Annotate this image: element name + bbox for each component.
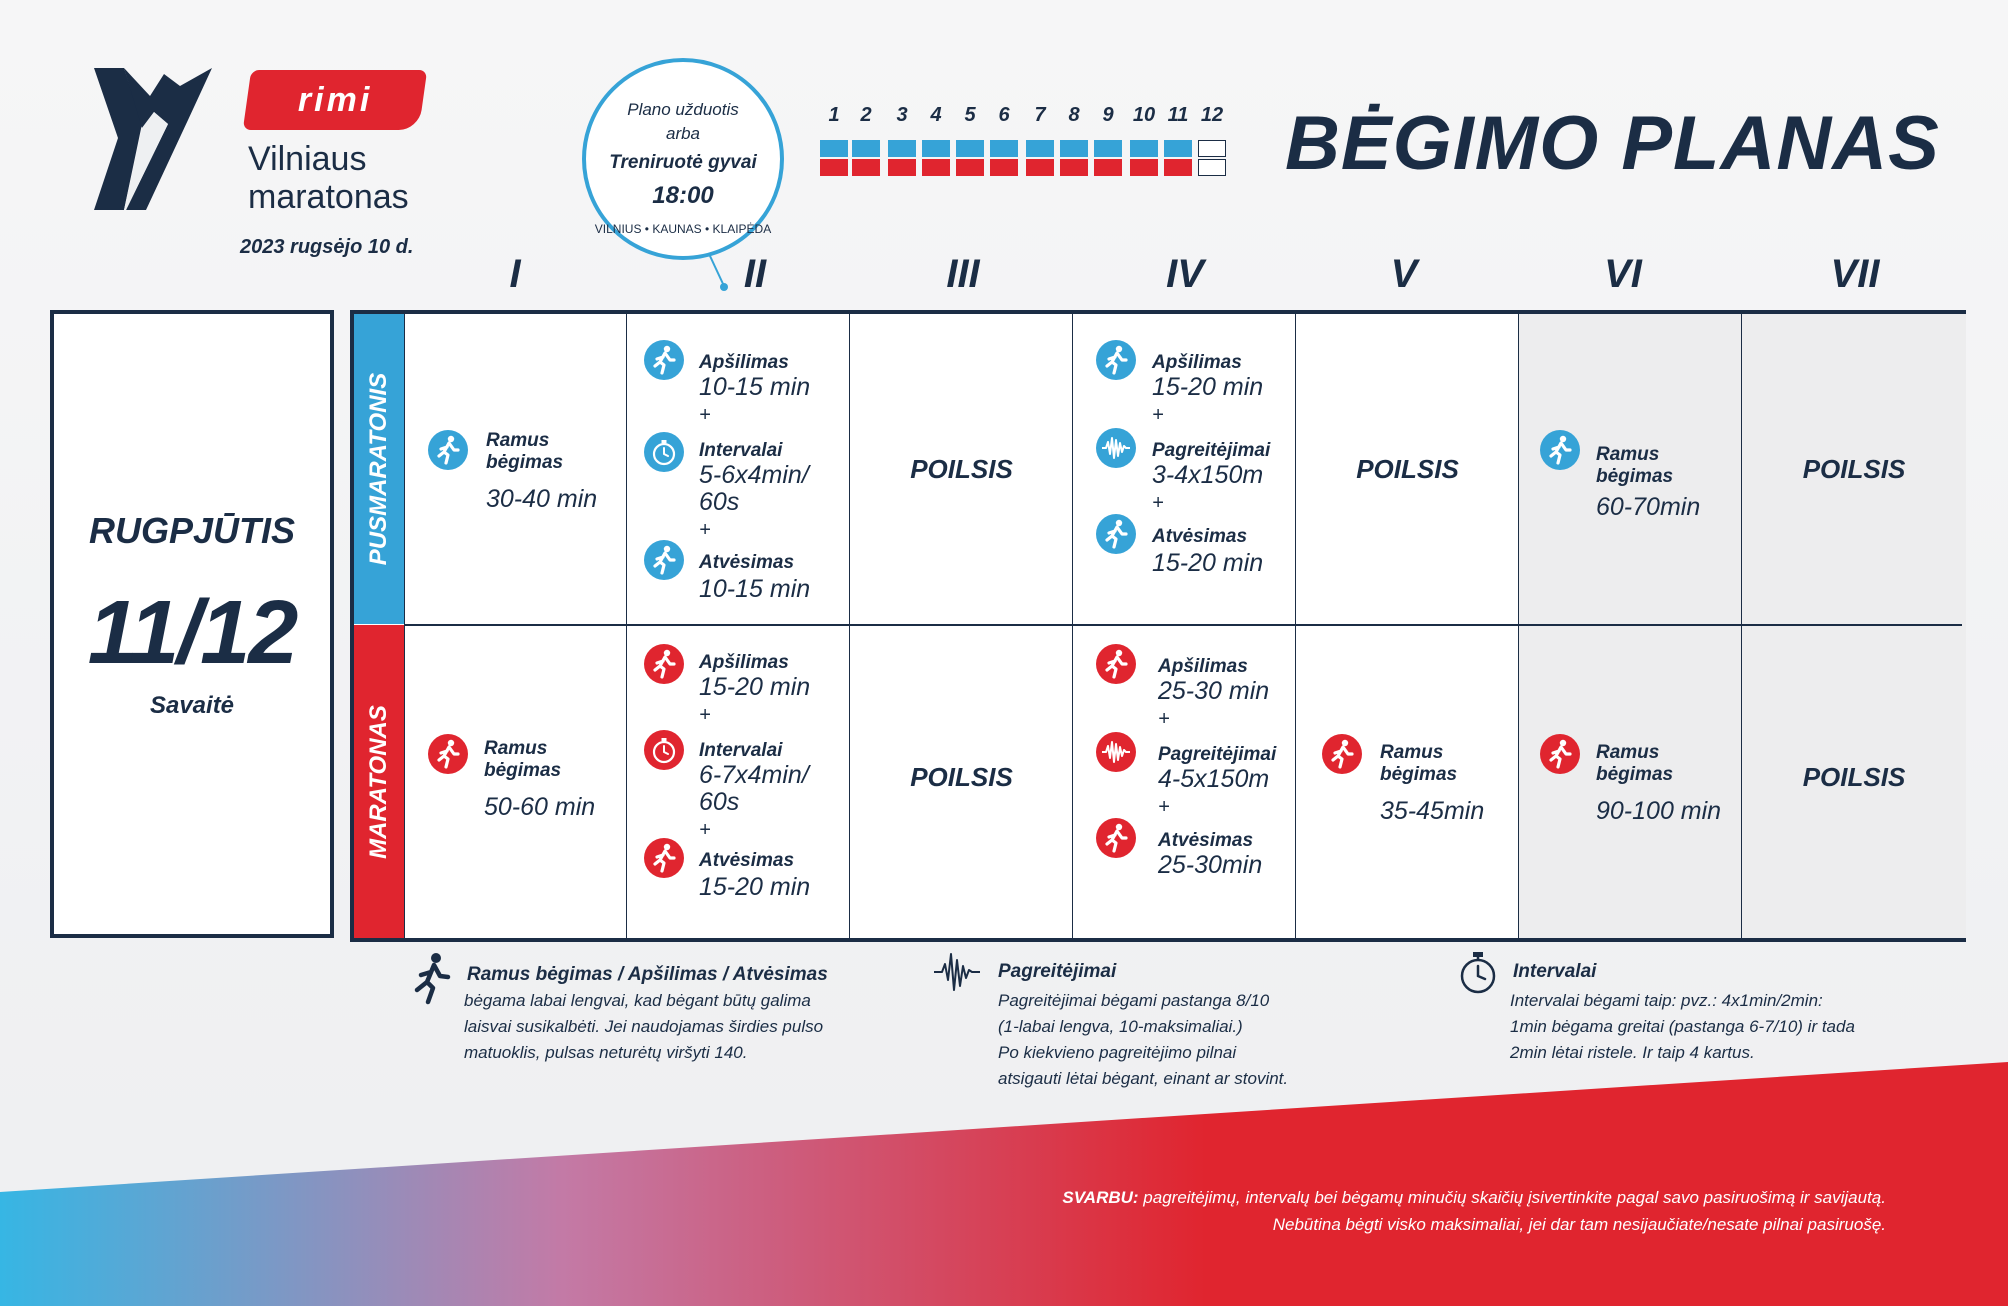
runner-icon (428, 430, 468, 470)
week-number-label: 12 (1200, 104, 1224, 126)
circle-line2: arba (665, 124, 701, 143)
week-progress-box (990, 140, 1018, 176)
circle-line1: Plano užduotis (627, 100, 739, 119)
week-number-label: 5 (964, 104, 976, 126)
rimi-logo-text: rimi (297, 80, 373, 119)
plus-sign: + (699, 704, 711, 726)
circle-time: 18:00 (652, 182, 714, 209)
plus-sign: + (1158, 796, 1170, 818)
column-1 (404, 314, 627, 938)
full-d3-rest: POILSIS (910, 762, 1013, 792)
week-progress-box (1026, 140, 1054, 176)
full-d4-warmup-value: 25-30 min (1158, 677, 1270, 705)
runner-icon (1096, 644, 1136, 684)
stopwatch-icon (644, 432, 684, 472)
full-d1-label: Ramus bėgimas (484, 738, 562, 781)
full-d6-value: 90-100 min (1596, 797, 1722, 825)
day-header-5: V (1390, 252, 1418, 296)
circle-line3: Treniruotė gyvai (609, 152, 757, 173)
full-d5-value: 35-45min (1380, 797, 1485, 825)
day-header-7: VII (1830, 252, 1880, 296)
column-5 (1296, 314, 1519, 938)
half-d1-label: Ramus bėgimas (486, 430, 564, 473)
runner-icon (644, 340, 684, 380)
runner-icon (1540, 734, 1580, 774)
half-d2-interval-label: Intervalai (699, 440, 783, 461)
column-6 (1519, 314, 1742, 938)
half-d2-interval-value2: 60s (699, 488, 740, 516)
week-progress-box (852, 140, 880, 176)
week-number-label: 8 (1068, 104, 1080, 126)
rimi-logo (243, 70, 427, 130)
row-label-full-text: MARATONAS (365, 704, 392, 859)
legend-run-text-line: matuoklis, pulsas neturėtų viršyti 140. (464, 1043, 748, 1062)
row-divider (404, 624, 1962, 626)
week-progress-box (1164, 140, 1192, 176)
week-number-label: 9 (1102, 104, 1114, 126)
week-number-label: 10 (1132, 104, 1156, 126)
runner-icon (428, 734, 468, 774)
plus-sign: + (1152, 404, 1164, 426)
full-d2-interval-value2: 60s (699, 788, 740, 816)
legend-acc-text-line: atsigauti lėtai bėgant, einant ar stovint. (998, 1069, 1289, 1088)
runner-icon (1540, 430, 1580, 470)
half-d2-interval-value1: 5-6x4min/ (699, 461, 809, 489)
day-header-2: II (743, 252, 767, 296)
half-d3-rest: POILSIS (910, 454, 1013, 484)
week-progress-box (1094, 140, 1122, 176)
runner-icon (1096, 340, 1136, 380)
legend-stopwatch-icon (1458, 948, 1498, 996)
legend-int-title: Intervalai (1513, 961, 1597, 982)
full-d7-rest: POILSIS (1802, 762, 1906, 792)
half-d4-accel-label: Pagreitėjimai (1152, 440, 1271, 461)
plus-sign: + (699, 819, 711, 841)
full-d4-cooldown-value: 25-30min (1158, 851, 1263, 879)
plus-sign: + (1158, 708, 1170, 730)
legend-acc-text-line: Pagreitėjimai bėgami pastanga 8/10 (998, 991, 1270, 1010)
legend-int-text-line: 2min lėtai ristele. Ir taip 4 kartus. (1510, 1043, 1755, 1062)
stopwatch-icon (644, 730, 684, 770)
half-d4-warmup-label: Apšilimas (1152, 352, 1242, 373)
plus-sign: + (1152, 492, 1164, 514)
week-progress-box (820, 140, 848, 176)
column-3 (850, 314, 1073, 938)
legend-int-text-line: 1min bėgama greitai (pastanga 6-7/10) ir tada (1510, 1017, 1855, 1036)
row-label-half-text: PUSMARATONIS (365, 372, 392, 566)
note-line1 (1062, 1184, 1886, 1211)
week-number-label: 1 (828, 104, 840, 126)
brand-name-line2: maratonas (248, 178, 409, 216)
week-number-label: 11 (1167, 104, 1189, 126)
week-number-label: 7 (1034, 104, 1046, 126)
full-d1-value: 50-60 min (484, 793, 596, 821)
full-d2-warmup-label: Apšilimas (699, 652, 789, 673)
full-d2-warmup-value: 15-20 min (699, 673, 811, 701)
brand-name (248, 140, 409, 216)
week-number-label: 3 (896, 104, 908, 126)
full-d2-interval-value1: 6-7x4min/ (699, 761, 809, 789)
week-number-label: 4 (930, 104, 942, 126)
week-progress-box (1198, 140, 1226, 176)
circle-cities: VILNIUS • KAUNAS • KLAIPĖDA (594, 222, 772, 236)
legend-acceleration-icon (934, 946, 980, 998)
live-training-circle (582, 58, 784, 260)
vilnius-marathon-logo-icon (88, 64, 218, 214)
day-header-6: VI (1604, 252, 1642, 296)
full-d2-interval-label: Intervalai (699, 740, 783, 761)
legend-run-title: Ramus bėgimas / Apšilimas / Atvėsimas (467, 964, 828, 985)
week-progress-box (1060, 140, 1088, 176)
note-line2: Nebūtina bėgti visko maksimaliai, jei dar tam nesijaučiate/nesate pilnai pasiruošę. (1272, 1215, 1886, 1234)
half-d4-cooldown-value: 15-20 min (1152, 549, 1264, 577)
week-progress-box (922, 140, 950, 176)
half-d2-warmup-value: 10-15 min (699, 373, 811, 401)
half-d7-rest: POILSIS (1802, 454, 1906, 484)
full-d5-label: Ramus bėgimas (1380, 742, 1458, 785)
legend-acc-text-line: Po kiekvieno pagreitėjimo pilnai (998, 1043, 1237, 1062)
plus-sign: + (699, 404, 711, 426)
row-label-half (354, 314, 404, 624)
full-d4-accel-value: 4-5x150m (1158, 765, 1270, 793)
full-d4-accel-label: Pagreitėjimai (1158, 744, 1277, 765)
week-panel (50, 310, 334, 938)
legend-run-text-line: laisvai susikalbėti. Jei naudojamas širdies pulso (464, 1017, 824, 1036)
week-progress-box (888, 140, 916, 176)
page-title: BĖGIMO PLANAS (1285, 101, 1940, 186)
half-d6-label: Ramus bėgimas (1596, 444, 1674, 487)
legend-run-text (464, 988, 823, 1066)
runner-icon (644, 540, 684, 580)
legend-runner-icon (408, 950, 452, 1006)
full-d6-label: Ramus bėgimas (1596, 742, 1674, 785)
day-header-3: III (946, 252, 980, 296)
half-d2-cooldown-label: Atvėsimas (699, 552, 795, 573)
important-note (1062, 1184, 1886, 1238)
half-d1-value: 30-40 min (486, 485, 598, 513)
runner-icon (1096, 514, 1136, 554)
note-line1-text: pagreitėjimų, intervalų bei bėgamų minučių skaičių įsivertinkite pagal savo pasiruošimą ir savijautą. (1138, 1188, 1886, 1207)
legend-acc-title: Pagreitėjimai (998, 961, 1117, 982)
circle-text (586, 98, 780, 146)
note-bold: SVARBU: (1062, 1188, 1139, 1207)
runner-icon (644, 838, 684, 878)
half-d4-warmup-value: 15-20 min (1152, 373, 1264, 401)
week-number-label: 2 (860, 104, 872, 126)
half-d4-accel-value: 3-4x150m (1152, 461, 1264, 489)
week-progress-box (956, 140, 984, 176)
week-label: Savaitė (149, 692, 235, 719)
half-d5-rest: POILSIS (1356, 454, 1459, 484)
legend-acc-text (998, 988, 1288, 1092)
plan-table (350, 310, 1966, 942)
acceleration-icon (1096, 428, 1136, 468)
row-label-full (354, 625, 404, 938)
half-d2-warmup-label: Apšilimas (699, 352, 789, 373)
runner-icon (644, 644, 684, 684)
runner-icon (1322, 734, 1362, 774)
legend-int-text-line: Intervalai bėgami taip: pvz.: 4x1min/2min: (1510, 991, 1823, 1010)
day-header-4: IV (1166, 252, 1204, 296)
legend-int-text (1510, 988, 1855, 1066)
brand-name-line1: Vilniaus (248, 140, 367, 178)
runner-icon (1096, 818, 1136, 858)
month-label: RUGPJŪTIS (88, 510, 296, 551)
week-number: 11/12 (87, 583, 297, 683)
week-progress-box (1130, 140, 1158, 176)
full-d2-cooldown-label: Atvėsimas (699, 850, 795, 871)
week-number-label: 6 (998, 104, 1010, 126)
half-d6-value: 60-70min (1596, 493, 1701, 521)
full-d4-cooldown-label: Atvėsimas (1158, 830, 1254, 851)
event-date: 2023 rugsėjo 10 d. (240, 236, 414, 258)
legend-acc-text-line: (1-labai lengva, 10-maksimaliai.) (998, 1017, 1243, 1036)
day-header-1: I (509, 252, 521, 296)
legend-run-text-line: bėgama labai lengvai, kad bėgant būtų galima (464, 991, 811, 1010)
acceleration-icon (1096, 732, 1136, 772)
half-d4-cooldown-label: Atvėsimas (1152, 526, 1248, 547)
plus-sign: + (699, 519, 711, 541)
full-d2-cooldown-value: 15-20 min (699, 873, 811, 901)
column-7 (1742, 314, 1966, 938)
half-d2-cooldown-value: 10-15 min (699, 575, 811, 603)
full-d4-warmup-label: Apšilimas (1158, 656, 1248, 677)
